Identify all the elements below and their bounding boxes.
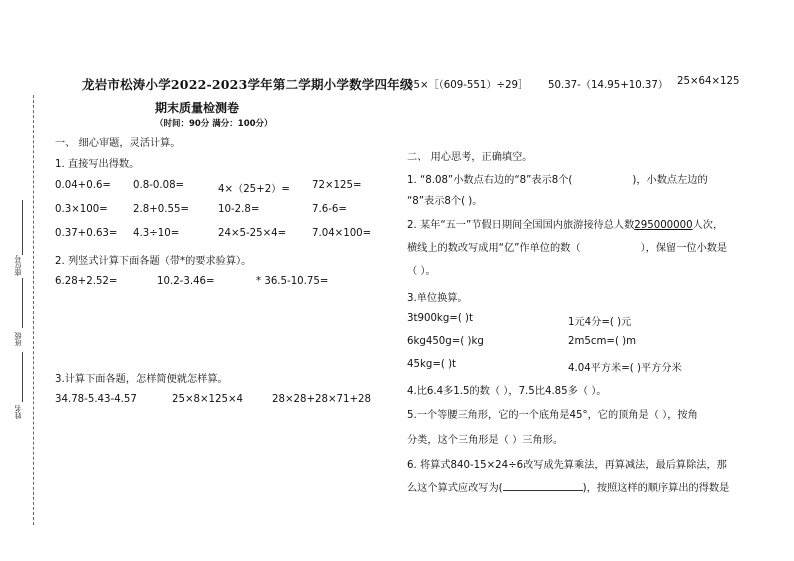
sidebar-field-line — [22, 352, 23, 402]
fill-q2-text-c: 横线上的数改写成用“亿”作单位的数（ — [407, 243, 581, 254]
simplify-item: 25×8×125×4 — [172, 394, 243, 405]
fill-q2-text-b: 人次， — [692, 220, 724, 231]
underlined-number: 295000000 — [634, 220, 693, 231]
unit-conversion-item: 3t900kg=( )t — [407, 313, 474, 324]
fill-q2-line2 — [407, 239, 727, 254]
calc-item: 50.37-（14.95+10.37） — [548, 80, 669, 91]
fill-q3-title: 3.单位换算。 — [407, 293, 468, 304]
calc-item: 2.8+0.55= — [133, 204, 189, 215]
section-heading-2: 二、 用心思考，正确填空。 — [407, 152, 533, 163]
fill-q6-line2 — [407, 479, 729, 494]
unit-conversion-item: 6kg450g=( )kg — [407, 336, 484, 347]
fill-q1-line1 — [407, 171, 708, 186]
calc-item: 0.04+0.6= — [55, 180, 111, 191]
fill-q2-text-d: ），保留一位小数是 — [640, 243, 728, 254]
question-3-title: 3.计算下面各题，怎样简便就怎样算。 — [55, 374, 228, 385]
calc-item: 0.8-0.08= — [133, 180, 185, 191]
unit-conversion-item: 4.04平方米=( )平方分米 — [568, 363, 682, 374]
question-2-title: 2. 列竖式计算下面各题（带*的要求验算）。 — [55, 256, 252, 267]
page-subtitle: 期末质量检测卷 — [155, 101, 240, 115]
calc-item: 25×64×125 — [677, 76, 740, 87]
fill-q5-line2: 分类，这个三角形是（ ）三角形。 — [407, 435, 564, 446]
unit-conversion-item: 1元4分=( )元 — [568, 317, 632, 328]
vertical-calc-item: 6.28+2.52= — [55, 276, 118, 287]
fill-q1-text-b: )，小数点左边的 — [632, 175, 708, 186]
calc-item: 4×（25+2）= — [218, 184, 290, 195]
fill-q2-line3: （ ）。 — [407, 266, 436, 277]
calc-item: 72×125= — [312, 180, 362, 191]
fill-q2-line1 — [407, 216, 723, 231]
fill-q5-line1: 5.一个等腰三角形，它的一个底角是45°，它的顶角是（ ），按角 — [407, 410, 698, 421]
calc-item: 10-2.8= — [218, 204, 260, 215]
calc-item: 35×［（609-551）÷29］ — [407, 80, 529, 91]
simplify-item: 28×28+28×71+28 — [272, 394, 371, 405]
sidebar-field-line — [22, 200, 23, 255]
section-heading-1: 一、 细心审题，灵活计算。 — [55, 138, 181, 149]
fill-q1-line2: “8”表示8个( )。 — [407, 196, 483, 207]
calc-item: 24×5-25×4= — [218, 228, 287, 239]
sidebar-field-line — [22, 278, 23, 328]
calc-item: 7.6-6= — [312, 204, 347, 215]
exam-meta: （时间：90分 满分：100分） — [155, 119, 273, 129]
calc-item: 0.3×100= — [55, 204, 108, 215]
sidebar-label-seat: 座位号 — [14, 255, 22, 276]
calc-item: 0.37+0.63= — [55, 228, 118, 239]
calc-item: 7.04×100= — [312, 228, 372, 239]
fill-q4: 4.比6.4多1.5的数（ ），7.5比4.85多（ ）。 — [407, 386, 607, 397]
question-1-title: 1. 直接写出得数。 — [55, 159, 140, 170]
sidebar-label-name: 姓名 — [14, 405, 22, 419]
fill-q6-line1: 6. 将算式840-15×24÷6改写成先算乘法，再算减法，最后算除法，那 — [407, 460, 727, 471]
sidebar-dashed-line — [33, 95, 34, 525]
answer-blank[interactable] — [503, 490, 583, 491]
vertical-calc-item: * 36.5-10.75= — [256, 276, 329, 287]
unit-conversion-item: 45kg=( )t — [407, 359, 457, 370]
fill-q2-text-a: 2. 某年“五一”节假日期间全国国内旅游接待总人数 — [407, 220, 635, 231]
fill-q6-text-a: 么这个算式应改写为( — [407, 483, 503, 494]
fill-q6-text-b: )，按照这样的顺序算出的得数是 — [582, 483, 730, 494]
sidebar-label-class: 班级 — [14, 332, 22, 346]
fill-q1-text-a: 1. “8.08”小数点右边的“8”表示8个( — [407, 175, 573, 186]
vertical-calc-item: 10.2-3.46= — [157, 276, 215, 287]
unit-conversion-item: 2m5cm=( )m — [568, 336, 637, 347]
page-title: 龙岩市松涛小学2022-2023学年第二学期小学数学四年级 — [82, 77, 413, 92]
calc-item: 4.3÷10= — [133, 228, 180, 239]
simplify-item: 34.78-5.43-4.57 — [55, 394, 137, 405]
